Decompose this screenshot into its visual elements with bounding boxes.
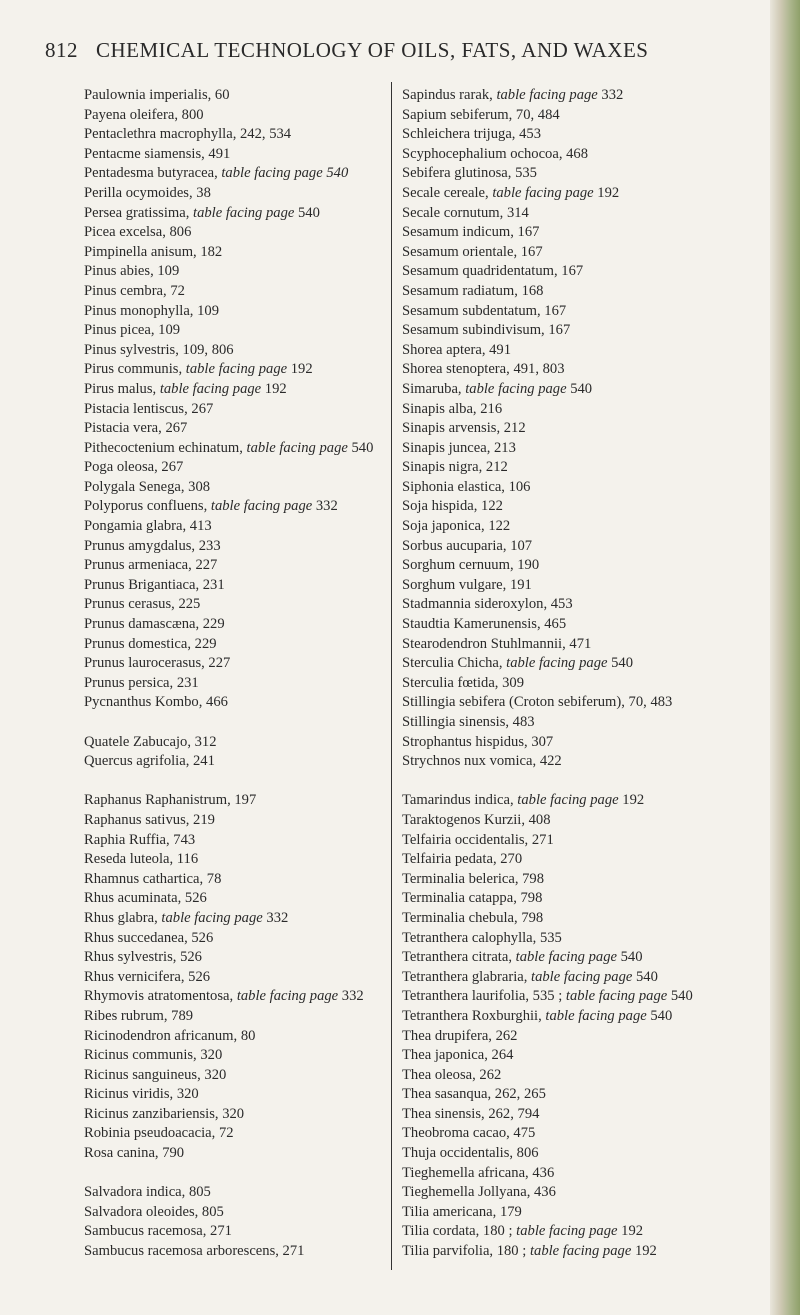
entry-name: Thea oleosa, 262 xyxy=(402,1066,502,1083)
entry-name: Prunus cerasus, 225 xyxy=(84,596,201,613)
entry-table-ref: table facing page xyxy=(161,909,263,926)
entry-page-ref: 540 xyxy=(632,968,658,985)
entry-page-ref: 540 xyxy=(667,988,693,1005)
entry-name: Poga oleosa, 267 xyxy=(84,459,184,476)
index-entry xyxy=(84,302,386,322)
entry-page-ref: 192 xyxy=(287,361,313,378)
entry-name: Secale cornutum, 314 xyxy=(402,204,529,221)
index-entry xyxy=(84,164,386,184)
entry-name: Perilla ocymoides, 38 xyxy=(84,184,211,201)
entry-name: Telfairia pedata, 270 xyxy=(402,851,523,868)
index-entry xyxy=(402,380,702,400)
index-entry xyxy=(402,1046,702,1066)
index-entry xyxy=(84,693,386,713)
index-entry xyxy=(84,341,386,361)
entry-name: Thea sasanqua, 262, 265 xyxy=(402,1086,546,1103)
index-entry xyxy=(402,929,702,949)
entry-page-ref: 192 xyxy=(617,1223,644,1240)
entry-name: Ricinus communis, 320 xyxy=(84,1047,223,1064)
index-entry xyxy=(84,106,386,126)
entry-name: Pinus picea, 109 xyxy=(84,322,181,339)
index-entry xyxy=(402,1144,702,1164)
index-entry xyxy=(402,1203,702,1223)
index-entry xyxy=(84,1222,386,1242)
entry-name: Rhamnus cathartica, 78 xyxy=(84,870,222,887)
index-entry xyxy=(402,341,702,361)
index-entry xyxy=(84,537,386,557)
entry-page-ref: 192 xyxy=(631,1243,657,1260)
index-entry xyxy=(402,125,702,145)
index-entry xyxy=(84,262,386,282)
index-entry xyxy=(84,1085,386,1105)
entry-name: Sinapis nigra, 212 xyxy=(402,459,508,476)
index-entry xyxy=(402,321,702,341)
index-entry xyxy=(402,458,702,478)
index-entry xyxy=(84,1007,386,1027)
index-entry xyxy=(402,987,702,1007)
entry-name: Tilia americana, 179 xyxy=(402,1203,522,1220)
index-entry xyxy=(84,517,386,537)
index-entry xyxy=(402,145,702,165)
index-entry xyxy=(84,184,386,204)
index-entry xyxy=(84,595,386,615)
entry-name: Pistacia lentiscus, 267 xyxy=(84,400,214,417)
index-entry xyxy=(402,635,702,655)
entry-name: Theobroma cacao, 475 xyxy=(402,1125,536,1142)
entry-name: Sterculia Chicha, xyxy=(402,655,507,672)
index-entry xyxy=(402,1183,702,1203)
index-entry xyxy=(84,1027,386,1047)
entry-table-ref: table facing page xyxy=(492,184,594,201)
index-entry xyxy=(84,968,386,988)
running-title: CHEMICAL TECHNOLOGY OF OILS, FATS, AND WAXES xyxy=(96,38,649,62)
entry-name: Robinia pseudoacacia, 72 xyxy=(84,1125,234,1142)
entry-name: Tilia parvifolia, 180 ; xyxy=(402,1243,530,1260)
entry-page-ref: 192 xyxy=(261,380,287,397)
entry-name: Secale cereale, xyxy=(402,184,493,201)
entry-table-ref: table facing page xyxy=(159,380,262,397)
entry-name: Polygala Senega, 308 xyxy=(84,478,211,495)
entry-name: Prunus Brigantiaca, 231 xyxy=(84,576,225,593)
index-entry xyxy=(402,1242,702,1262)
entry-name: Rhymovis atratomentosa, xyxy=(84,988,237,1005)
entry-name: Strychnos nux vomica, 422 xyxy=(402,753,562,770)
entry-name: Tieghemella Jollyana, 436 xyxy=(402,1184,556,1201)
entry-page-ref: 192 xyxy=(618,792,645,809)
entry-page-ref: 540 xyxy=(347,439,374,456)
entry-name: Stearodendron Stuhlmannii, 471 xyxy=(402,635,592,652)
entry-name: Tetranthera citrata, xyxy=(402,949,516,966)
index-entry xyxy=(84,674,386,694)
index-entry xyxy=(84,419,386,439)
entry-name: Staudtia Kamerunensis, 465 xyxy=(402,616,567,633)
index-entry xyxy=(84,1242,386,1262)
entry-table-ref: table facing page xyxy=(517,792,619,809)
index-entry xyxy=(402,419,702,439)
entry-name: Paulownia imperialis, 60 xyxy=(84,87,230,103)
index-entry xyxy=(402,674,702,694)
entry-name: Pinus sylvestris, 109, 806 xyxy=(84,341,234,358)
entry-name: Soja japonica, 122 xyxy=(402,518,511,535)
entry-name: Terminalia belerica, 798 xyxy=(402,870,545,887)
index-entry xyxy=(84,576,386,596)
index-entry xyxy=(84,458,386,478)
entry-name: Ricinus viridis, 320 xyxy=(84,1086,199,1103)
index-entry xyxy=(84,791,386,811)
entry-name: Pirus malus, xyxy=(84,380,160,397)
index-entry xyxy=(84,360,386,380)
entry-page-ref: 192 xyxy=(593,184,620,201)
index-entry xyxy=(84,948,386,968)
index-entry xyxy=(402,517,702,537)
index-entry xyxy=(402,654,702,674)
index-entry xyxy=(402,948,702,968)
entry-page-ref: 540 xyxy=(616,949,643,966)
index-entry xyxy=(84,1046,386,1066)
entry-name: Soja hispida, 122 xyxy=(402,498,503,515)
entry-name: Sambucus racemosa arborescens, 271 xyxy=(84,1243,305,1260)
index-entry xyxy=(84,1203,386,1223)
index-entry xyxy=(402,1105,702,1125)
entry-name: Pimpinella anisum, 182 xyxy=(84,243,223,260)
column-divider xyxy=(391,82,392,1270)
index-entry xyxy=(402,870,702,890)
index-entry xyxy=(402,811,702,831)
entry-name: Tilia cordata, 180 ; xyxy=(402,1223,517,1240)
entry-name: Raphanus sativus, 219 xyxy=(84,811,215,828)
entry-name: Pistacia vera, 267 xyxy=(84,420,188,437)
entry-name: Scyphocephalium ochocoa, 468 xyxy=(402,145,589,162)
running-header xyxy=(45,38,765,63)
index-entry xyxy=(84,811,386,831)
entry-name: Polyporus confluens, xyxy=(84,498,211,515)
entry-table-ref: table facing page xyxy=(210,498,313,515)
index-entry xyxy=(402,556,702,576)
entry-name: Schleichera trijuga, 453 xyxy=(402,126,541,143)
index-entry xyxy=(402,223,702,243)
index-entry xyxy=(402,1164,702,1184)
index-entry xyxy=(402,360,702,380)
entry-name: Shorea aptera, 491 xyxy=(402,341,512,358)
entry-name: Rhus acuminata, 526 xyxy=(84,890,207,907)
index-entry xyxy=(402,1222,702,1242)
entry-name: Ricinodendron africanum, 80 xyxy=(84,1027,256,1044)
entry-name: Rhus glabra, xyxy=(84,909,162,926)
entry-name: Salvadora oleoides, 805 xyxy=(84,1203,224,1220)
entry-name: Sesamum subindivisum, 167 xyxy=(402,322,571,339)
entry-name: Sterculia fœtida, 309 xyxy=(402,674,524,691)
index-entry xyxy=(84,870,386,890)
entry-name: Rhus sylvestris, 526 xyxy=(84,949,202,966)
entry-page-ref: 540 xyxy=(566,380,593,397)
index-entry xyxy=(402,595,702,615)
entry-name: Terminalia catappa, 798 xyxy=(402,890,543,907)
entry-table-ref: table facing page xyxy=(515,949,617,966)
entry-name: Thea sinensis, 262, 794 xyxy=(402,1105,540,1122)
index-entry xyxy=(84,1124,386,1144)
entry-name: Pycnanthus Kombo, 466 xyxy=(84,694,228,711)
index-entry xyxy=(402,1085,702,1105)
index-entry xyxy=(84,615,386,635)
entry-name: Picea excelsa, 806 xyxy=(84,224,192,241)
entry-name: Rosa canina, 790 xyxy=(84,1145,185,1162)
index-entry xyxy=(402,106,702,126)
index-entry xyxy=(402,184,702,204)
entry-name: Sesamum quadridentatum, 167 xyxy=(402,263,584,280)
entry-name: Ricinus zanzibariensis, 320 xyxy=(84,1105,245,1122)
entry-name: Tetranthera laurifolia, 535 ; xyxy=(402,988,566,1005)
index-entry xyxy=(84,556,386,576)
index-entry xyxy=(402,791,702,811)
index-entry xyxy=(402,537,702,557)
entry-name: Sesamum orientale, 167 xyxy=(402,243,543,260)
entry-table-ref: table facing page xyxy=(185,361,288,378)
index-entry xyxy=(84,850,386,870)
index-entry xyxy=(84,987,386,1007)
index-entry xyxy=(84,125,386,145)
entry-name: Telfairia occidentalis, 271 xyxy=(402,831,554,848)
index-entry xyxy=(84,1066,386,1086)
index-entry xyxy=(402,1007,702,1027)
index-entry xyxy=(402,400,702,420)
entry-name: Sesamum subdentatum, 167 xyxy=(402,302,567,319)
section-gap xyxy=(84,1164,386,1184)
entry-table-ref: table facing page xyxy=(545,1007,647,1024)
index-entry xyxy=(84,1105,386,1125)
index-entry xyxy=(402,243,702,263)
index-entry xyxy=(402,1066,702,1086)
index-entry xyxy=(84,243,386,263)
index-entry xyxy=(402,615,702,635)
entry-name: Pentadesma butyracea, xyxy=(84,165,222,182)
entry-name: Pentacme siamensis, 491 xyxy=(84,145,231,162)
entry-name: Terminalia chebula, 798 xyxy=(402,909,544,926)
entry-table-ref: table facing page 540 xyxy=(221,165,349,182)
entry-name: Thea japonica, 264 xyxy=(402,1047,514,1064)
entry-page-ref: 332 xyxy=(338,988,364,1005)
entry-name: Raphia Ruffia, 743 xyxy=(84,831,196,848)
entry-name: Simaruba, xyxy=(402,380,466,397)
index-entry xyxy=(402,1027,702,1047)
index-entry xyxy=(402,1124,702,1144)
entry-name: Tetranthera Roxburghii, xyxy=(402,1007,546,1024)
entry-name: Stillingia sebifera (Croton sebiferum), 70, 483 xyxy=(402,694,673,711)
entry-table-ref: table facing page xyxy=(565,988,668,1005)
entry-name: Sinapis juncea, 213 xyxy=(402,439,516,456)
index-entry xyxy=(84,282,386,302)
entry-name: Salvadora indica, 805 xyxy=(84,1184,211,1201)
entry-name: Prunus damascæna, 229 xyxy=(84,616,225,633)
entry-name: Prunus domestica, 229 xyxy=(84,635,217,652)
entry-name: Raphanus Raphanistrum, 197 xyxy=(84,792,257,809)
entry-name: Sapium sebiferum, 70, 484 xyxy=(402,106,560,123)
index-entry xyxy=(402,831,702,851)
entry-name: Siphonia elastica, 106 xyxy=(402,478,531,495)
entry-table-ref: table facing page xyxy=(529,1243,632,1260)
index-entry xyxy=(84,478,386,498)
index-entry xyxy=(84,889,386,909)
entry-name: Sambucus racemosa, 271 xyxy=(84,1223,232,1240)
entry-table-ref: table facing page xyxy=(531,968,633,985)
index-column-left xyxy=(84,86,386,1262)
entry-name: Persea gratissima, xyxy=(84,204,194,221)
index-entry xyxy=(402,302,702,322)
index-entry xyxy=(84,400,386,420)
index-entry xyxy=(84,223,386,243)
entry-table-ref: table facing page xyxy=(193,204,295,221)
index-entry xyxy=(84,1144,386,1164)
index-entry xyxy=(84,1183,386,1203)
index-entry xyxy=(402,889,702,909)
index-entry xyxy=(84,733,386,753)
index-entry xyxy=(84,439,386,459)
entry-name: Pentaclethra macrophylla, 242, 534 xyxy=(84,126,292,143)
entry-name: Pinus abies, 109 xyxy=(84,263,180,280)
index-entry xyxy=(402,752,702,772)
section-gap xyxy=(84,713,386,733)
index-entry xyxy=(84,204,386,224)
index-entry xyxy=(402,164,702,184)
entry-name: Taraktogenos Kurzii, 408 xyxy=(402,811,551,828)
entry-name: Strophantus hispidus, 307 xyxy=(402,733,554,750)
entry-name: Stadmannia sideroxylon, 453 xyxy=(402,596,573,613)
index-entry xyxy=(84,654,386,674)
entry-page-ref: 332 xyxy=(262,909,289,926)
index-entry xyxy=(84,497,386,517)
entry-name: Sesamum indicum, 167 xyxy=(402,224,540,241)
entry-table-ref: table facing page xyxy=(236,988,339,1005)
index-entry xyxy=(84,752,386,772)
index-entry xyxy=(402,713,702,733)
entry-page-ref: 540 xyxy=(607,655,634,672)
index-entry xyxy=(84,831,386,851)
entry-name: Quatele Zabucajo, 312 xyxy=(84,733,217,750)
index-entry xyxy=(84,909,386,929)
index-entry xyxy=(84,321,386,341)
entry-name: Reseda luteola, 116 xyxy=(84,851,199,868)
entry-table-ref: table facing page xyxy=(496,87,598,103)
index-entry xyxy=(84,86,386,106)
entry-name: Quercus agrifolia, 241 xyxy=(84,753,215,770)
index-entry xyxy=(402,497,702,517)
entry-name: Tetranthera calophylla, 535 xyxy=(402,929,562,946)
index-entry xyxy=(84,635,386,655)
index-entry xyxy=(402,733,702,753)
page-edge xyxy=(770,0,800,1315)
entry-name: Pinus cembra, 72 xyxy=(84,282,185,299)
entry-page-ref: 332 xyxy=(597,87,624,103)
entry-name: Prunus armeniaca, 227 xyxy=(84,557,218,574)
entry-name: Sorghum vulgare, 191 xyxy=(402,576,532,593)
entry-name: Prunus persica, 231 xyxy=(84,674,199,691)
entry-name: Thea drupifera, 262 xyxy=(402,1027,518,1044)
entry-table-ref: table facing page xyxy=(506,655,608,672)
entry-name: Ribes rubrum, 789 xyxy=(84,1007,194,1024)
entry-name: Sinapis arvensis, 212 xyxy=(402,420,526,437)
entry-table-ref: table facing page xyxy=(246,439,348,456)
page-number: 812 xyxy=(45,38,78,62)
index-entry xyxy=(402,439,702,459)
entry-table-ref: table facing page xyxy=(516,1223,618,1240)
entry-page-ref: 540 xyxy=(646,1007,673,1024)
section-gap xyxy=(84,772,386,792)
entry-page-ref: 332 xyxy=(312,498,338,515)
entry-name: Prunus laurocerasus, 227 xyxy=(84,655,231,672)
entry-name: Sorghum cernuum, 190 xyxy=(402,557,540,574)
entry-name: Sesamum radiatum, 168 xyxy=(402,282,544,299)
entry-name: Stillingia sinensis, 483 xyxy=(402,714,535,730)
entry-name: Pinus monophylla, 109 xyxy=(84,302,219,319)
entry-table-ref: table facing page xyxy=(465,380,567,397)
index-entry xyxy=(402,478,702,498)
index-entry xyxy=(402,693,702,713)
entry-name: Pithecoctenium echinatum, xyxy=(84,439,247,456)
index-entry xyxy=(402,282,702,302)
index-entry xyxy=(84,380,386,400)
index-entry xyxy=(84,929,386,949)
entry-name: Ricinus sanguineus, 320 xyxy=(84,1066,227,1083)
entry-name: Thuja occidentalis, 806 xyxy=(402,1145,539,1162)
section-gap xyxy=(402,772,702,792)
entry-name: Rhus vernicifera, 526 xyxy=(84,968,211,985)
index-entry xyxy=(402,576,702,596)
entry-name: Tamarindus indica, xyxy=(402,792,518,809)
entry-name: Tetranthera glabraria, xyxy=(402,968,532,985)
entry-name: Prunus amygdalus, 233 xyxy=(84,537,221,554)
entry-name: Sinapis alba, 216 xyxy=(402,400,503,417)
index-entry xyxy=(402,850,702,870)
entry-name: Sapindus rarak, xyxy=(402,87,497,103)
entry-name: Rhus succedanea, 526 xyxy=(84,929,214,946)
index-entry xyxy=(84,145,386,165)
entry-name: Pongamia glabra, 413 xyxy=(84,518,212,535)
entry-name: Tieghemella africana, 436 xyxy=(402,1164,555,1181)
index-entry xyxy=(402,909,702,929)
entry-name: Pirus communis, xyxy=(84,361,186,378)
entry-name: Sorbus aucuparia, 107 xyxy=(402,537,533,554)
entry-name: Payena oleifera, 800 xyxy=(84,106,204,123)
index-entry xyxy=(402,968,702,988)
entry-page-ref: 540 xyxy=(294,204,320,221)
index-entry xyxy=(402,204,702,224)
index-entry xyxy=(402,86,702,106)
entry-name: Sebifera glutinosa, 535 xyxy=(402,165,537,182)
index-entry xyxy=(402,262,702,282)
index-column-right xyxy=(402,86,702,1262)
entry-name: Shorea stenoptera, 491, 803 xyxy=(402,361,565,378)
